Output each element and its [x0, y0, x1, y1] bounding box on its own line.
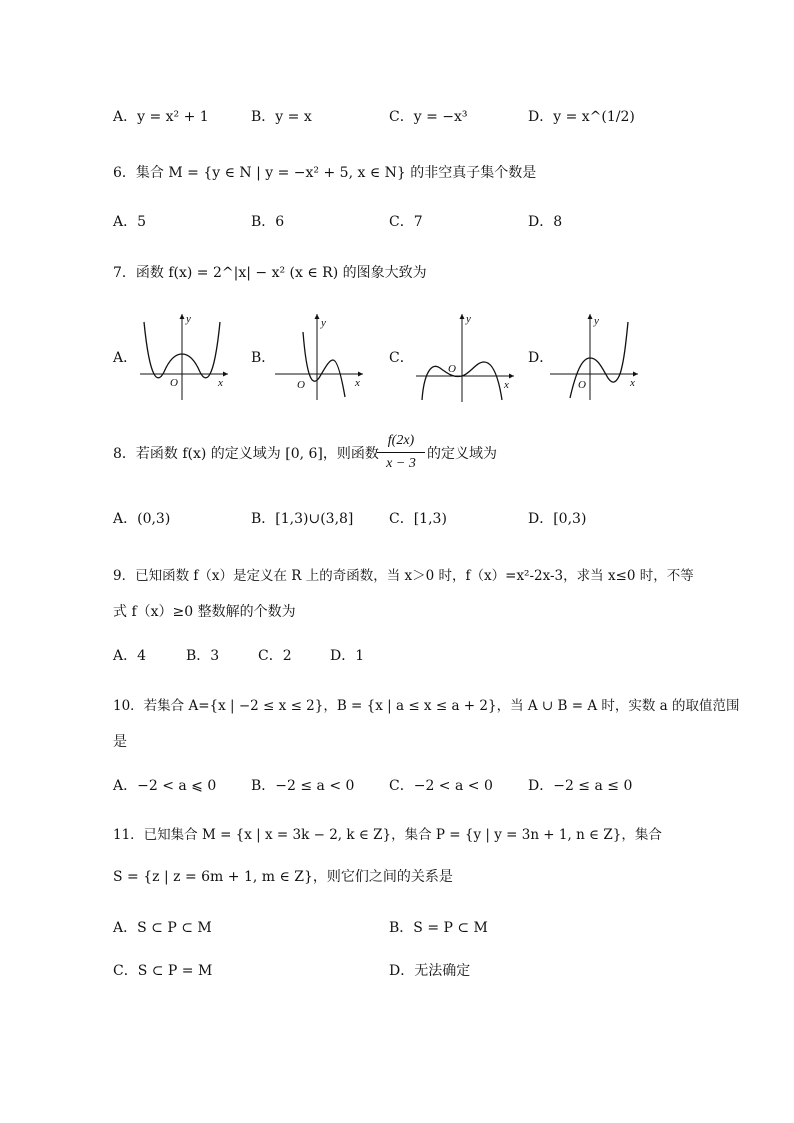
- q9-option-a: A．4: [113, 648, 147, 664]
- q7-option-d-label: D．: [528, 350, 554, 366]
- q8-option-d: D．[0,3): [528, 511, 587, 527]
- q11-stem-line1: 11．已知集合 M = {x | x = 3k − 2, k ∈ Z}，集合 P = {y | y = 3n + 1, n ∈ Z}，集合: [113, 827, 662, 843]
- q7-graph-d: [550, 312, 640, 402]
- q7-d-y-label: y: [594, 315, 599, 327]
- q6-option-b: B．6: [251, 214, 285, 230]
- q8-fraction-denominator: x − 3: [386, 456, 416, 471]
- q9-option-d: D．1: [330, 648, 365, 664]
- q6-option-c: C．7: [389, 214, 423, 230]
- q7-a-x-label: x: [218, 377, 223, 389]
- q8-option-c: C．[1,3): [389, 511, 447, 527]
- q7-option-c-label: C．: [389, 350, 414, 366]
- q9-stem-line1: 9．已知函数 f（x）是定义在 R 上的奇函数，当 x＞0 时，f（x）=x²-2x-3，求当 x≤0 时，不等: [113, 568, 694, 584]
- q7-c-x-label: x: [504, 379, 509, 391]
- q5-option-d: D．y = x^(1/2): [528, 109, 635, 125]
- q5-option-a: A．y = x² + 1: [113, 109, 209, 125]
- q8-stem-pre: 8．若函数 f(x) 的定义域为 [0, 6]，则函数: [113, 446, 379, 462]
- q10-stem-line1: 10．若集合 A={x | −2 ≤ x ≤ 2}，B = {x | a ≤ x ≤ a + 2}，当 A ∪ B = A 时，实数 a 的取值范围: [113, 698, 740, 714]
- q7-a-origin-label: O: [170, 377, 178, 389]
- q7-d-origin-label: O: [578, 379, 586, 391]
- q10-option-d: D．−2 ≤ a ≤ 0: [528, 778, 633, 794]
- q8-option-b: B．[1,3)∪(3,8]: [251, 511, 354, 527]
- q11-option-b: B．S = P ⊂ M: [389, 920, 488, 936]
- q8-option-a: A．(0,3): [113, 511, 171, 527]
- q5-option-b: B．y = x: [251, 109, 312, 125]
- q9-option-c: C．2: [258, 648, 292, 664]
- q11-option-a: A．S ⊂ P ⊂ M: [113, 920, 212, 936]
- q7-option-b-label: B．: [251, 350, 276, 366]
- q8-stem-post: 的定义域为: [427, 446, 497, 462]
- q11-option-c: C．S ⊂ P = M: [113, 963, 213, 979]
- q7-d-x-label: x: [630, 377, 635, 389]
- q11-stem-line2: S = {z | z = 6m + 1, m ∈ Z}，则它们之间的关系是: [113, 869, 453, 885]
- q5-option-c: C．y = −x³: [389, 109, 468, 125]
- q10-option-b: B．−2 ≤ a < 0: [251, 778, 355, 794]
- q7-graph-c: [416, 312, 516, 402]
- q7-b-x-label: x: [355, 377, 360, 389]
- q7-option-a-label: A．: [113, 350, 138, 366]
- q11-option-d: D．无法确定: [389, 963, 471, 979]
- q9-option-b: B．3: [186, 648, 220, 664]
- q7-a-y-label: y: [186, 313, 191, 325]
- q8-fraction-numerator: f(2x): [377, 432, 425, 453]
- q9-stem-line2: 式 f（x）≥0 整数解的个数为: [113, 604, 296, 620]
- q7-b-origin-label: O: [297, 379, 305, 391]
- q6-stem: 6．集合 M = {y ∈ N | y = −x² + 5, x ∈ N} 的非空真子集个数是: [113, 165, 537, 181]
- q7-b-y-label: y: [321, 317, 326, 329]
- q7-stem: 7．函数 f(x) = 2^|x| − x² (x ∈ R) 的图象大致为: [113, 265, 427, 281]
- q7-graph-b: [275, 312, 365, 402]
- q7-c-origin-label: O: [448, 363, 456, 375]
- q6-option-a: A．5: [113, 214, 147, 230]
- q7-c-y-label: y: [466, 313, 471, 325]
- q6-option-d: D．8: [528, 214, 563, 230]
- q10-option-a: A．−2 < a ⩽ 0: [113, 778, 217, 794]
- q10-stem-line2: 是: [113, 734, 127, 750]
- q7-graph-a: [140, 312, 230, 402]
- q8-fraction: [377, 432, 425, 473]
- q10-option-c: C．−2 < a < 0: [389, 778, 493, 794]
